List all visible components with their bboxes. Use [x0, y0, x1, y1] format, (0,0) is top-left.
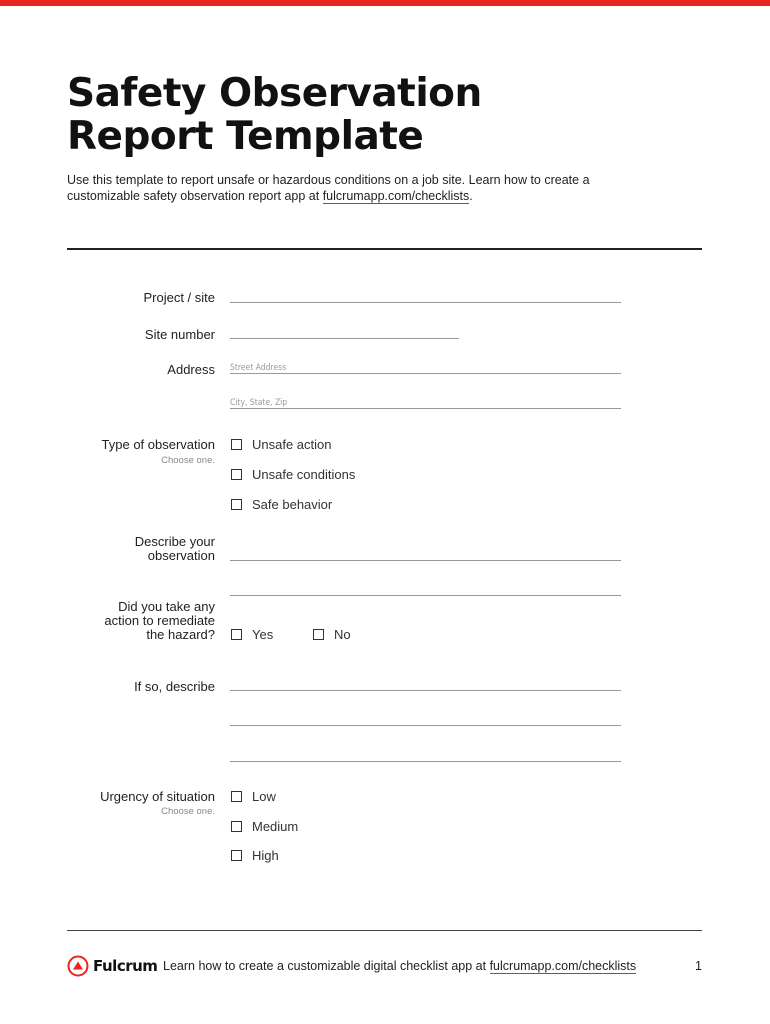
intro-text: Use this template to report unsafe or hazardous conditions on a job site. Learn how to create a customizable safety observation report app at fulcrumapp.com/checklists. — [67, 173, 590, 203]
option-unsafe-conditions[interactable]: Unsafe conditions — [231, 467, 355, 482]
street-address-input[interactable] — [230, 373, 621, 374]
city-state-zip-input[interactable] — [230, 408, 621, 409]
top-accent-bar — [0, 0, 770, 6]
describe-label-line1: Describe your — [134, 534, 215, 549]
checkbox-icon[interactable] — [231, 850, 242, 861]
fulcrum-logo — [67, 955, 157, 977]
checklists-link[interactable]: fulcrumapp.com/checklists — [322, 189, 470, 203]
describe-input-line1[interactable] — [230, 560, 621, 561]
urgency-choose-one-hint: Choose one. — [161, 806, 215, 817]
if-so-input-line1[interactable] — [230, 690, 621, 691]
if-so-input-line3[interactable] — [230, 761, 621, 762]
type-of-observation-label: Type of observation — [101, 437, 215, 452]
site-number-label: Site number — [144, 327, 215, 342]
street-address-placeholder: Street Address — [230, 363, 287, 373]
option-safe-behavior[interactable]: Safe behavior — [231, 497, 332, 512]
page-number: 1 — [695, 959, 702, 973]
option-high[interactable]: High — [231, 848, 279, 863]
project-site-label: Project / site — [143, 290, 215, 305]
footer-checklists-link[interactable]: fulcrumapp.com/checklists — [489, 959, 637, 973]
address-label: Address — [167, 362, 215, 377]
header-divider — [67, 248, 702, 250]
footer-divider — [67, 930, 702, 931]
checkbox-icon[interactable] — [231, 629, 242, 640]
option-yes[interactable]: Yes — [231, 627, 273, 642]
urgency-label: Urgency of situation — [100, 789, 215, 804]
site-number-input[interactable] — [230, 338, 459, 339]
page-title: Safety Observation Report Template — [67, 71, 482, 159]
footer-text: Learn how to create a customizable digital checklist app at fulcrumapp.com/checklists — [163, 959, 637, 973]
checkbox-icon[interactable] — [231, 439, 242, 450]
describe-input-line2[interactable] — [230, 595, 621, 596]
checkbox-icon[interactable] — [231, 821, 242, 832]
city-state-zip-placeholder: City, State, Zip — [230, 398, 288, 408]
checkbox-icon[interactable] — [231, 469, 242, 480]
fulcrum-logo-icon — [67, 955, 89, 977]
action-label-line2: action to remediate — [104, 613, 215, 628]
describe-label-line2: observation — [147, 548, 215, 563]
type-choose-one-hint: Choose one. — [161, 455, 215, 466]
if-so-input-line2[interactable] — [230, 725, 621, 726]
option-low[interactable]: Low — [231, 789, 276, 804]
option-no[interactable]: No — [313, 627, 351, 642]
checkbox-icon[interactable] — [313, 629, 324, 640]
checkbox-icon[interactable] — [231, 499, 242, 510]
action-label-line3: the hazard? — [146, 627, 215, 642]
action-label-line1: Did you take any — [118, 599, 215, 614]
option-medium[interactable]: Medium — [231, 819, 298, 834]
project-site-input[interactable] — [230, 302, 621, 303]
fulcrum-brand-name: Fulcrum — [93, 957, 158, 975]
if-so-describe-label: If so, describe — [134, 679, 215, 694]
checkbox-icon[interactable] — [231, 791, 242, 802]
option-unsafe-action[interactable]: Unsafe action — [231, 437, 332, 452]
